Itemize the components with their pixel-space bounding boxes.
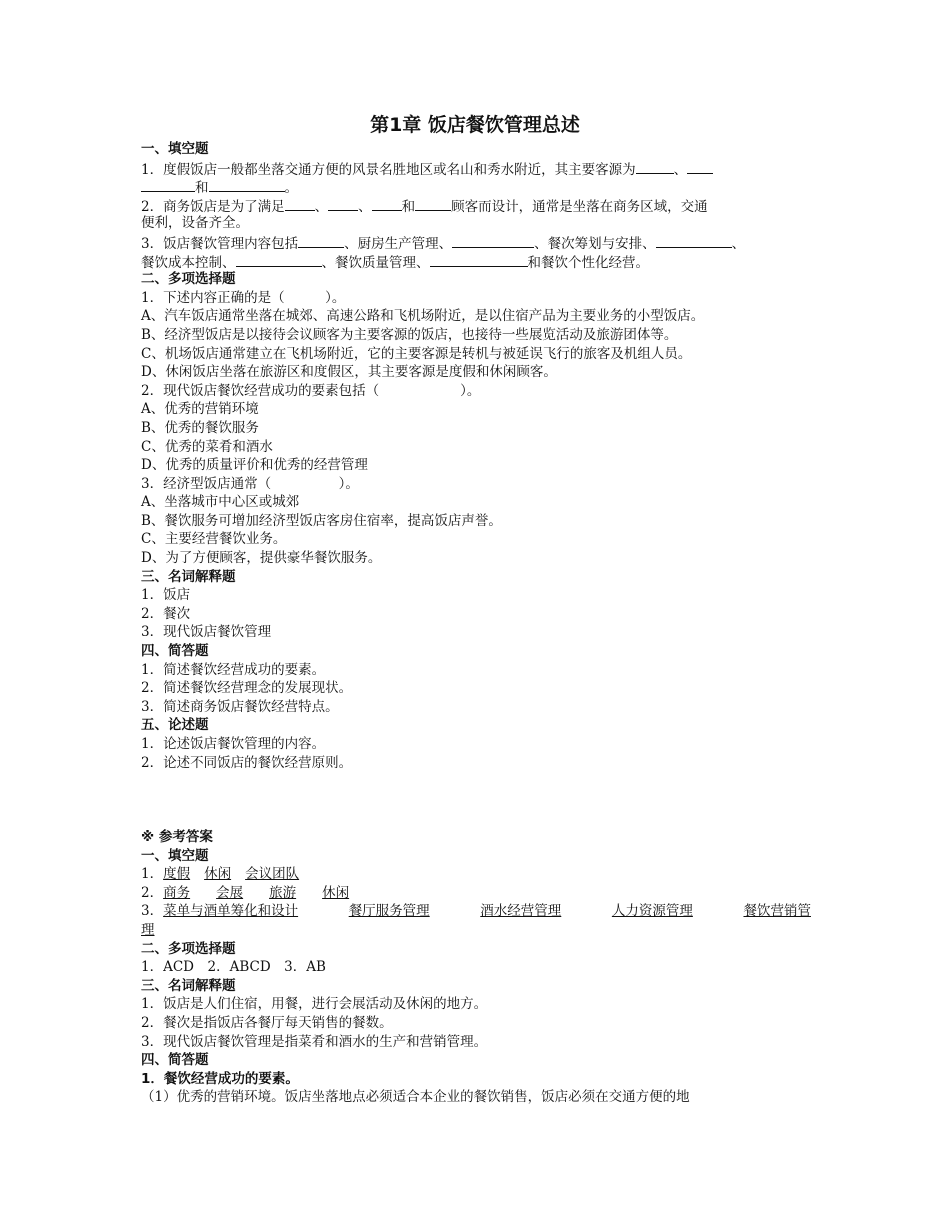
mc-option: D、为了方便顾客，提供豪华餐饮服务。 bbox=[141, 550, 382, 567]
section-heading: 四、简答题 bbox=[141, 1052, 209, 1069]
answer-blank bbox=[285, 196, 315, 211]
mc-question-3: 3．经济型饭店通常（ ）。 bbox=[141, 475, 359, 492]
mc-option: C、主要经营餐饮业务。 bbox=[141, 531, 287, 548]
answer-fill-3-cont: 理 bbox=[141, 921, 155, 938]
answer-blank bbox=[328, 196, 358, 211]
section-heading: 二、多项选择题 bbox=[141, 940, 236, 957]
answer-term: 1．饭店是人们住宿，用餐，进行会展活动及休闲的地方。 bbox=[141, 996, 488, 1013]
term-question: 3．现代饭店餐饮管理 bbox=[141, 624, 272, 641]
answer-mc: 1．ACD 2．ABCD 3．AB bbox=[141, 959, 326, 976]
answer-blank bbox=[636, 159, 674, 174]
answers-heading: ※ 参考答案 bbox=[141, 828, 213, 845]
mc-option: D、休闲饭店坐落在旅游区和度假区，其主要客源是度假和休闲顾客。 bbox=[141, 364, 557, 381]
section-heading: 三、名词解释题 bbox=[141, 568, 236, 585]
answer-blank bbox=[452, 233, 534, 248]
section-heading: 二、多项选择题 bbox=[141, 271, 236, 288]
fill-question-3-cont: 餐饮成本控制、 、餐饮质量管理、 和餐饮个性化经营。 bbox=[141, 252, 811, 271]
mc-option: B、餐饮服务可增加经济型饭店客房住宿率，提高饭店声誉。 bbox=[141, 512, 502, 529]
answer-blank bbox=[430, 252, 528, 267]
section-heading: 五、论述题 bbox=[141, 717, 209, 734]
document-body bbox=[141, 140, 811, 1107]
section-heading: 四、简答题 bbox=[141, 643, 209, 660]
essay-question: 2．论述不同饭店的餐饮经营原则。 bbox=[141, 754, 353, 771]
page-title: 第1章 饭店餐饮管理总述 bbox=[370, 114, 580, 136]
mc-option: B、经济型饭店是以接待会议顾客为主要客源的饭店，也接待一些展览活动及旅游团体等。 bbox=[141, 326, 678, 343]
term-question: 2．餐次 bbox=[141, 605, 191, 622]
section-heading: 三、名词解释题 bbox=[141, 977, 236, 994]
mc-option: B、优秀的餐饮服务 bbox=[141, 419, 259, 436]
fill-question-2-cont: 便利，设备齐全。 bbox=[141, 215, 249, 232]
answer-blank bbox=[687, 159, 713, 174]
term-question: 1．饭店 bbox=[141, 587, 191, 604]
answer-short-title: 1．餐饮经营成功的要素。 bbox=[141, 1070, 299, 1087]
mc-question-1: 1．下述内容正确的是（ ）。 bbox=[141, 289, 346, 306]
answer-blank bbox=[298, 233, 344, 248]
mc-option: C、机场饭店通常建立在飞机场附近，它的主要客源是转机与被延误飞行的旅客及机组人员。 bbox=[141, 345, 692, 362]
answer-fill-3: 3．菜单与酒单筹化和设计 餐厅服务管理 酒水经营管理 人力资源管理 餐饮营销管 bbox=[141, 903, 811, 920]
essay-question: 1．论述饭店餐饮管理的内容。 bbox=[141, 736, 326, 752]
answer-blank bbox=[372, 196, 402, 211]
answer-fill-1: 1．度假 休闲 会议团队 bbox=[141, 866, 300, 883]
mc-option: A、汽车饭店通常坐落在城郊、高速公路和飞机场附近，是以住宿产品为主要业务的小型饭店。 bbox=[141, 308, 705, 325]
section-heading: 一、填空题 bbox=[141, 847, 209, 864]
mc-option: A、优秀的营销环境 bbox=[141, 401, 259, 418]
mc-option: D、优秀的质量评价和优秀的经营管理 bbox=[141, 457, 368, 474]
mc-option: C、优秀的菜肴和酒水 bbox=[141, 438, 273, 455]
answer-blank bbox=[415, 196, 451, 211]
answer-blank bbox=[236, 252, 322, 267]
section-heading: 一、填空题 bbox=[141, 141, 209, 157]
answer-short-paragraph: （1）优秀的营销环境。饭店坐落地点必须适合本企业的餐饮销售，饭店必须在交通方便的地 bbox=[141, 1089, 690, 1106]
mc-question-2: 2．现代饭店餐饮经营成功的要素包括（ ）。 bbox=[141, 382, 481, 399]
short-question: 1．简述餐饮经营成功的要素。 bbox=[141, 661, 326, 678]
fill-question-3: 3．饭店餐饮管理内容包括 、厨房生产管理、 、餐次筹划与安排、 、 bbox=[141, 233, 811, 252]
answer-term: 3．现代饭店餐饮管理是指菜肴和酒水的生产和营销管理。 bbox=[141, 1033, 488, 1050]
fill-question-1: 1．度假饭店一般都坐落交通方便的风景名胜地区或名山和秀水附近，其主要客源为 、 bbox=[141, 159, 811, 178]
mc-option: A、坐落城市中心区或城郊 bbox=[141, 494, 300, 511]
answer-blank bbox=[656, 233, 732, 248]
answer-fill-2: 2．商务 会展 旅游 休闲 bbox=[141, 884, 350, 901]
answer-blank bbox=[141, 177, 195, 192]
answer-blank bbox=[209, 177, 285, 192]
fill-question-2: 2．商务饭店是为了满足 、 、 和 顾客而设计，通常是坐落在商务区域，交通 bbox=[141, 196, 811, 215]
fill-question-1-cont: 和 。 bbox=[141, 177, 811, 196]
short-question: 2．简述餐饮经营理念的发展现状。 bbox=[141, 680, 353, 697]
answer-term: 2．餐次是指饭店各餐厅每天销售的餐数。 bbox=[141, 1014, 393, 1031]
short-question: 3．简述商务饭店餐饮经营特点。 bbox=[141, 698, 339, 715]
